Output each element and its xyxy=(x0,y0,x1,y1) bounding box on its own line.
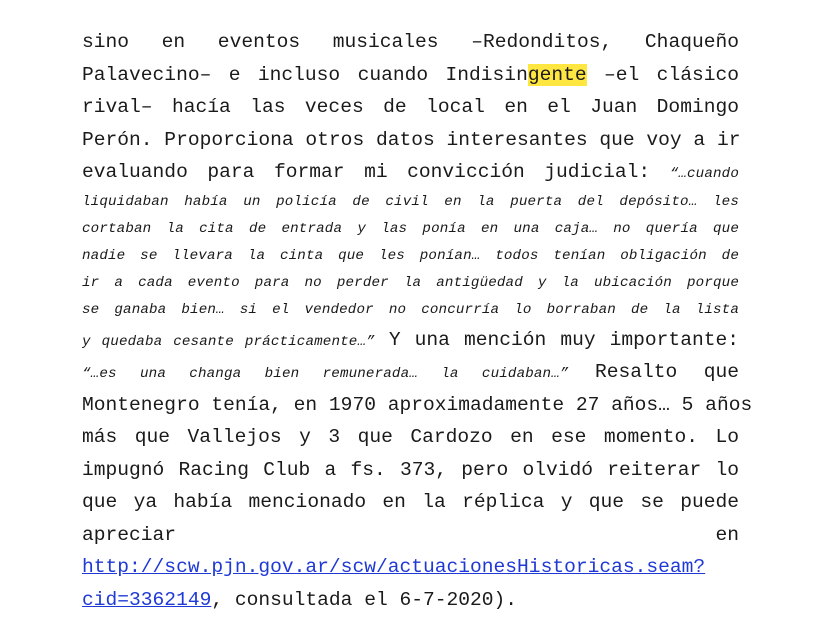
text-line-16 xyxy=(82,486,739,518)
text-run: sino en eventos musicales –Redonditos, Chaqueño xyxy=(82,31,739,53)
text-line-3 xyxy=(82,91,739,123)
text-run: evaluando para formar mi convicción judicial: xyxy=(82,161,670,183)
text-run: Palavecino– e incluso cuando Indisin xyxy=(82,64,528,86)
quote-text: “…es una changa bien remunerada… la cuidaban…” xyxy=(82,366,569,382)
text-line-2 xyxy=(82,59,739,91)
text-run: Montenegro tenía, en 1970 aproximadamente 27 años… 5 años xyxy=(82,394,753,416)
quote-text: “…cuando xyxy=(669,166,739,182)
text-line-13 xyxy=(82,389,753,421)
text-line-19 xyxy=(82,584,739,616)
quote-text: ir a cada evento para no perder la antigüedad y la ubicación porque xyxy=(82,275,739,291)
text-line-1 xyxy=(82,26,739,58)
quote-text: se ganaba bien… si el vendedor no concurría lo borraban de la lista xyxy=(82,302,739,318)
text-run: rival– hacía las veces de local en el Juan Domingo xyxy=(82,96,739,118)
text-run: que ya había mencionado en la réplica y que se puede xyxy=(82,491,739,513)
external-link[interactable]: http://scw.pjn.gov.ar/scw/actuacionesHistoricas.seam? xyxy=(82,556,706,578)
quote-text: nadie se llevara la cinta que les ponían… todos tenían obligación de xyxy=(82,248,739,264)
text-run: apreciar xyxy=(82,524,177,546)
text-line-12 xyxy=(82,356,739,388)
text-run: –el clásico xyxy=(586,64,739,86)
external-link[interactable]: cid=3362149 xyxy=(82,589,212,611)
text-line-11 xyxy=(82,324,739,356)
text-line-17 xyxy=(82,519,739,551)
text-line-14 xyxy=(82,421,739,453)
text-run: Perón. Proporciona otros datos interesantes que voy a ir xyxy=(82,129,741,151)
text-run: Y una mención muy importante: xyxy=(374,329,739,351)
text-line-15 xyxy=(82,454,739,486)
text-line-4 xyxy=(82,124,739,156)
text-run: Resalto que xyxy=(568,361,739,383)
quote-text: y quedaba cesante prácticamente…” xyxy=(82,334,375,350)
quote-line-5 xyxy=(82,294,739,326)
text-run: más que Vallejos y 3 que Cardozo en ese momento. Lo xyxy=(82,426,739,448)
text-run: , consultada el 6-7-2020). xyxy=(211,589,518,611)
quote-text: cortaban la cita de entrada y las ponía en una caja… no quería que xyxy=(82,221,739,237)
highlighted-text: gente xyxy=(527,64,587,86)
text-line-5 xyxy=(82,156,739,188)
quote-text: liquidaban había un policía de civil en la puerta del depósito… les xyxy=(82,194,739,210)
text-run: en xyxy=(715,524,739,546)
text-line-18 xyxy=(82,551,739,583)
text-run: impugnó Racing Club a fs. 373, pero olvidó reiterar lo xyxy=(82,459,739,481)
